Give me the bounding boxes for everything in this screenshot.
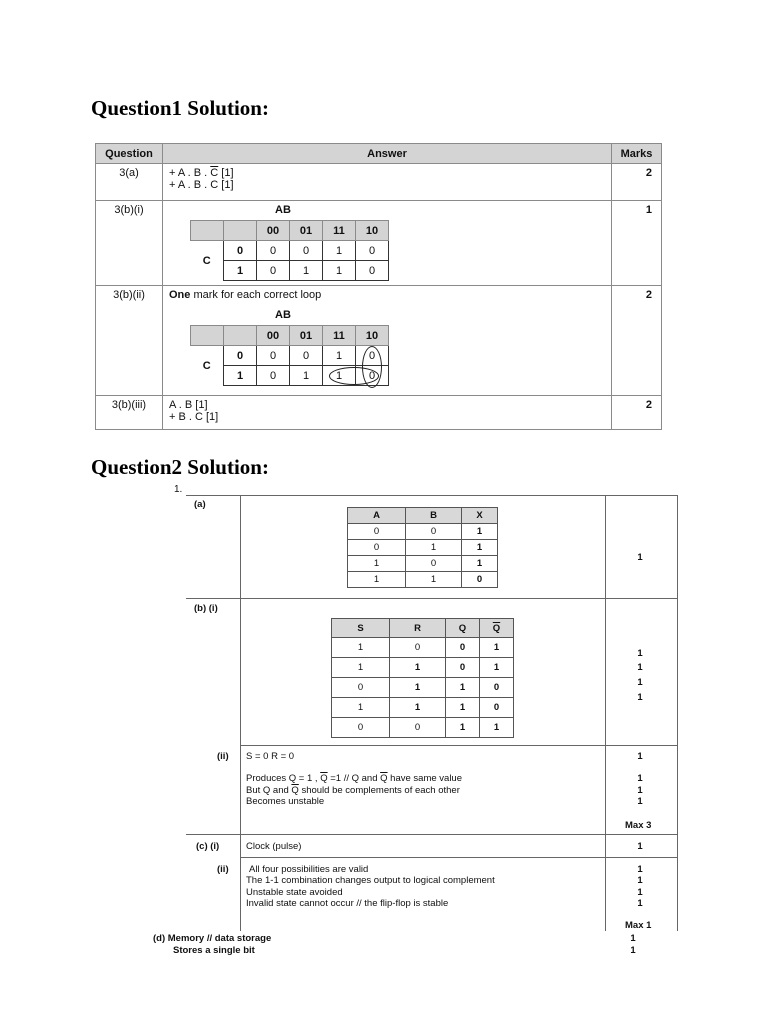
kmap-cell: 0	[356, 366, 389, 386]
truth-cell: 0	[480, 678, 514, 698]
part-a-truth-table	[347, 507, 498, 588]
kmap-col-header: 10	[356, 221, 389, 241]
header-answer: Answer	[163, 144, 612, 164]
truth-header: Q	[446, 619, 480, 638]
truth-cell: 1	[480, 658, 514, 678]
table-row	[96, 286, 662, 396]
part-ci-label: (c) (i)	[196, 841, 220, 852]
truth-cell: 1	[348, 572, 406, 588]
truth-cell: 1	[480, 638, 514, 658]
marks-value: 1	[630, 945, 636, 956]
answer-line: The 1-1 combination changes output to logical complement	[246, 875, 495, 886]
marks-value: 1	[637, 692, 643, 703]
truth-cell: 1	[332, 638, 390, 658]
marks-value: 1	[637, 648, 643, 659]
answer-line: + A . B . C [1]	[169, 179, 234, 191]
kmap-col-header: 00	[257, 221, 290, 241]
kmap-cell: 0	[290, 346, 323, 366]
answer-line: Unstable state avoided	[246, 887, 343, 898]
truth-cell: 1	[446, 678, 480, 698]
truth-cell: 0	[406, 524, 462, 540]
table-row	[96, 164, 662, 201]
marks-value: 1	[630, 933, 636, 944]
horizontal-loop	[329, 367, 379, 385]
marks-value: 1	[637, 864, 643, 875]
truth-header: X	[462, 508, 498, 524]
kmap-cell: 1	[323, 241, 356, 261]
kmap-cell: 0	[356, 241, 389, 261]
kmap-col-header: 01	[290, 221, 323, 241]
marks-value: 1	[637, 898, 643, 909]
answer-line: S = 0 R = 0	[246, 751, 295, 762]
answer-line: + A . B . $\overline{C}$ [1]	[169, 167, 234, 179]
part-bi-truth-table	[331, 618, 514, 738]
marks-value: 1	[637, 677, 643, 688]
truth-cell: 1	[462, 524, 498, 540]
table-row	[96, 201, 662, 286]
truth-cell: 0	[446, 638, 480, 658]
answer-line: + B . C [1]	[169, 411, 219, 423]
question1-heading: Question1 Solution:	[91, 96, 269, 120]
part-d-line: Stores a single bit	[173, 945, 255, 956]
marks-value: 1	[637, 785, 643, 796]
truth-cell: 0	[462, 572, 498, 588]
kmap-ab-label: AB	[275, 309, 291, 321]
kmap-cell: 1	[323, 346, 356, 366]
kmap-cell: 0	[290, 241, 323, 261]
kmap-row-header: 0	[224, 346, 257, 366]
header-marks: Marks	[612, 144, 662, 164]
truth-cell: 0	[406, 556, 462, 572]
truth-cell: 0	[390, 638, 446, 658]
marks-value: 1	[637, 552, 643, 563]
part-d-line: (d) Memory // data storage	[153, 933, 272, 944]
max-marks: Max 3	[625, 820, 652, 831]
kmap-cell: 1	[290, 261, 323, 281]
answer-cell	[163, 201, 612, 286]
kmap-row-header: 0	[224, 241, 257, 261]
kmap-cell: 1	[290, 366, 323, 386]
answer-line: Clock (pulse)	[246, 841, 302, 852]
truth-cell: 1	[462, 540, 498, 556]
kmap-row-header: 1	[224, 261, 257, 281]
divider	[240, 495, 241, 931]
kmap-cell: 0	[356, 261, 389, 281]
answer-cell	[163, 396, 612, 430]
kmap-row-header: 1	[224, 366, 257, 386]
marks-value: 1	[612, 201, 662, 286]
question-number: 3(b)(ii)	[96, 286, 163, 396]
marks-value: 1	[637, 751, 643, 762]
truth-cell: 1	[406, 540, 462, 556]
karnaugh-map-looped	[169, 309, 605, 383]
marks-value: 1	[637, 875, 643, 886]
karnaugh-map	[169, 204, 605, 278]
answer-note: One mark for each correct loop	[169, 289, 322, 301]
truth-cell: 1	[446, 698, 480, 718]
kmap-cell: 0	[257, 261, 290, 281]
kmap-c-label: C	[202, 254, 211, 267]
truth-cell: 0	[332, 678, 390, 698]
answer-line: A . B [1]	[169, 399, 208, 411]
marks-value: 2	[612, 396, 662, 430]
question-number: 3(b)(i)	[96, 201, 163, 286]
truth-cell: 0	[348, 524, 406, 540]
kmap-cell: 0	[257, 241, 290, 261]
kmap-cell: 0	[356, 346, 389, 366]
kmap-col-header: 10	[356, 326, 389, 346]
answer-cell	[163, 286, 612, 396]
truth-cell: 1	[390, 698, 446, 718]
answer-line: Becomes unstable	[246, 796, 325, 807]
divider	[186, 495, 677, 496]
truth-cell: 0	[332, 718, 390, 738]
truth-cell: 0	[480, 698, 514, 718]
kmap-c-label: C	[202, 359, 211, 372]
truth-header: A	[348, 508, 406, 524]
kmap-ab-label: AB	[275, 204, 291, 216]
marks-value: 1	[637, 662, 643, 673]
question-number: 3(a)	[96, 164, 163, 201]
truth-cell: 0	[446, 658, 480, 678]
part-bi-label: (b) (i)	[194, 603, 218, 614]
truth-cell: 1	[332, 698, 390, 718]
marks-value: 1	[637, 841, 643, 852]
kmap-col-header: 01	[290, 326, 323, 346]
kmap-cell: 0	[257, 346, 290, 366]
truth-cell: 1	[480, 718, 514, 738]
truth-cell: 1	[462, 556, 498, 572]
kmap-cell: 1	[323, 366, 356, 386]
marks-value: 1	[637, 796, 643, 807]
truth-cell: 1	[332, 658, 390, 678]
marks-value: 1	[637, 887, 643, 898]
answer-line: All four possibilities are valid	[249, 864, 369, 875]
answer-line: Produces Q = 1 , $\overline{Q} =1 // Q$ and $\overline{Q}$ have same value	[246, 773, 462, 784]
kmap-col-header: 11	[323, 221, 356, 241]
answer-cell	[163, 164, 612, 201]
divider	[677, 495, 678, 931]
divider	[605, 495, 606, 931]
truth-cell: 1	[348, 556, 406, 572]
kmap-col-header: 11	[323, 326, 356, 346]
truth-cell: 1	[390, 678, 446, 698]
truth-cell: 0	[390, 718, 446, 738]
divider	[186, 834, 677, 835]
table-header-row	[96, 144, 662, 164]
marks-value: 2	[612, 164, 662, 201]
truth-header: R	[390, 619, 446, 638]
kmap-col-header: 00	[257, 326, 290, 346]
question-number: 3(b)(iii)	[96, 396, 163, 430]
truth-header: S	[332, 619, 390, 638]
table-row	[96, 396, 662, 430]
marks-value: 2	[612, 286, 662, 396]
part-a-label: (a)	[194, 499, 206, 510]
part-bii-label: (ii)	[217, 751, 229, 762]
kmap-cell: 0	[257, 366, 290, 386]
divider	[240, 857, 677, 858]
truth-header: $\overline{Q}$	[480, 619, 514, 638]
question2-heading: Question2 Solution:	[91, 455, 269, 479]
max-marks: Max 1	[625, 920, 652, 931]
answer-line: Invalid state cannot occur // the flip-flop is stable	[246, 898, 449, 909]
truth-cell: 1	[446, 718, 480, 738]
truth-cell: 1	[406, 572, 462, 588]
question1-mark-scheme-table	[95, 143, 662, 430]
truth-header: B	[406, 508, 462, 524]
question-number: 1.	[174, 484, 183, 495]
truth-cell: 0	[348, 540, 406, 556]
header-question: Question	[96, 144, 163, 164]
answer-line: But Q and $\overline{Q}$ should be complements of each other	[246, 785, 460, 796]
kmap-cell: 1	[323, 261, 356, 281]
divider	[240, 745, 677, 746]
divider	[186, 598, 677, 599]
part-cii-label: (ii)	[217, 864, 229, 875]
marks-value: 1	[637, 773, 643, 784]
truth-cell: 1	[390, 658, 446, 678]
